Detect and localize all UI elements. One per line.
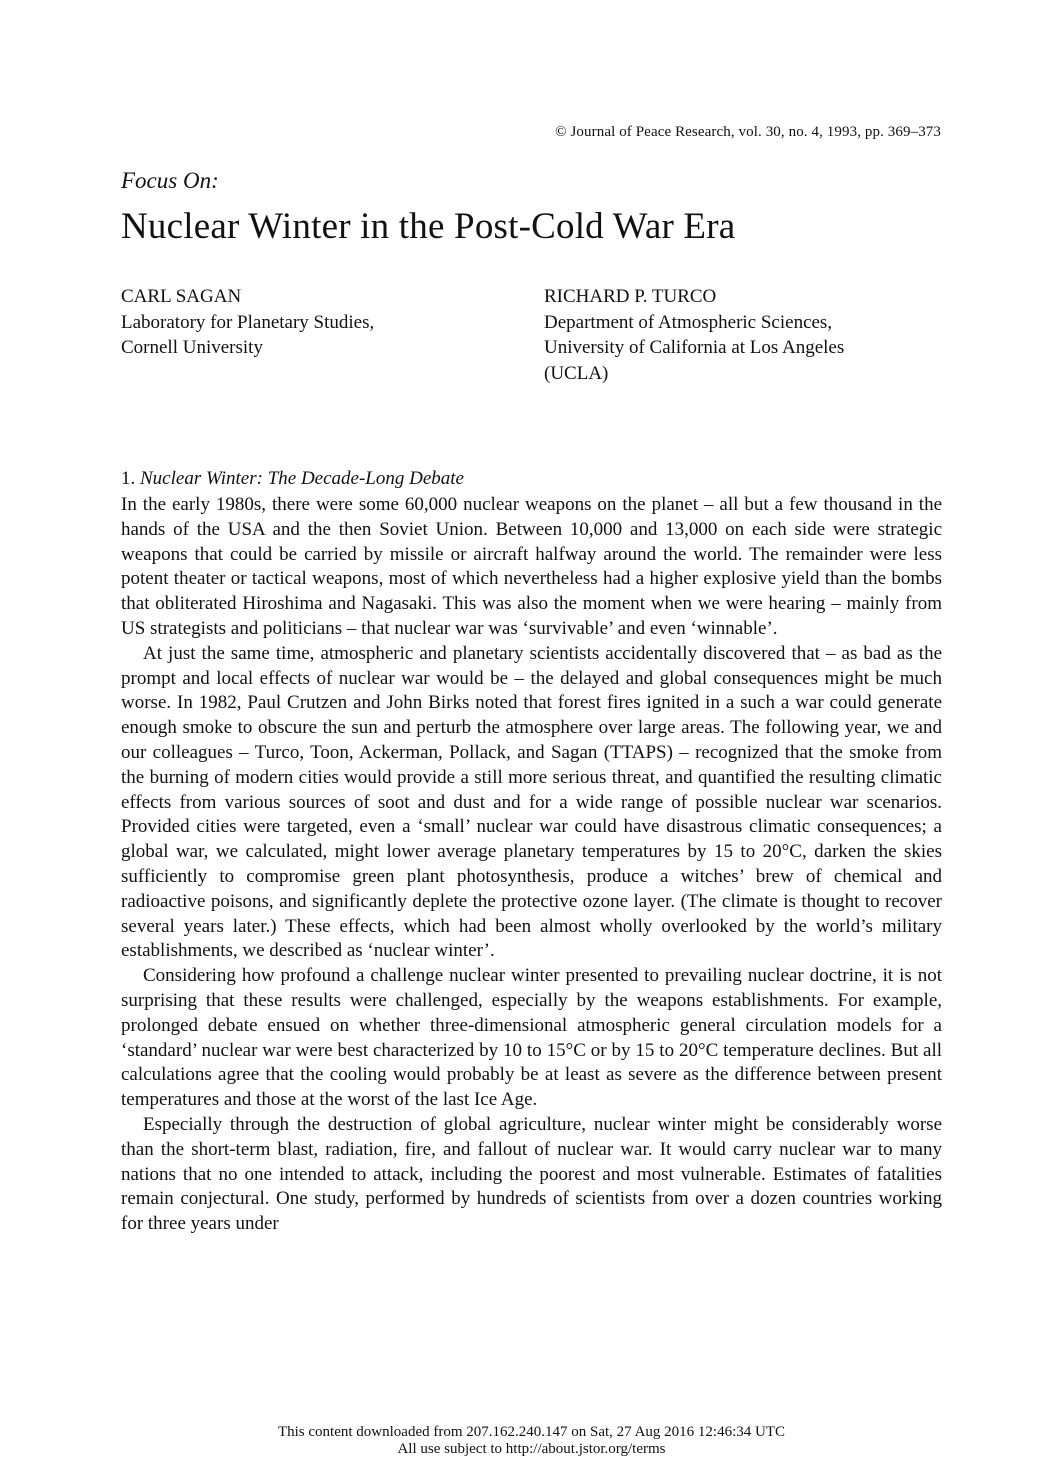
download-notice: This content downloaded from 207.162.240.147 on Sat, 27 Aug 2016 12:46:34 UTC — [277, 1424, 786, 1440]
section-kicker: Focus On: — [121, 168, 219, 193]
author-name: RICHARD P. TURCO — [544, 286, 717, 307]
body-paragraph: In the early 1980s, there were some 60,000 nuclear weapons on the planet – all but a few thousand in the hands of the USA and the then Soviet Union. Between 10,000 and 13,000 on each side were strategic weapons that could be carried by missile or aircraft halfway around the world. The remainder were less potent theater or tactical weapons, most of which nevertheless had a higher explosive yield than the bombs that obliterated Hiroshima and Nagasaki. This was also the moment when we were hearing – mainly from US strategists and politicians – that nuclear war was ‘survivable’ and even ‘winnable’. — [121, 494, 942, 639]
body-paragraph: At just the same time, atmospheric and planetary scientists accidentally discovered that – as bad as the prompt and local effects of nuclear war would be – the delayed and global consequences might be much worse. In 1982, Paul Crutzen and John Birks noted that forest fires ignited in a such a war could generate enough smoke to obscure the sun and perturb the atmosphere over large areas. The following year, we and our colleagues – Turco, Toon, Ackerman, Pollack, and Sagan (TTAPS) – recognized that the smoke from the burning of modern cities would provide a still more serious threat, and quantified the resulting climatic effects from various sources of soot and dust and for a wide range of possible nuclear war scenarios. Provided cities were targeted, even a ‘small’ nuclear war could have disastrous climatic consequences; a global war, we calculated, might lower average planetary temperatures by 15 to 20°C, darken the skies sufficiently to compromise green plant photosynthesis, produce a witches’ brew of chemical and radioactive poisons, and significantly deplete the protective ozone layer. (The climate is thought to recover several years later.) These effects, which had been almost wholly overlooked by the world’s military establishments, we described as ‘nuclear winter’. — [121, 642, 942, 962]
section-number: 1. — [121, 468, 136, 489]
author-affiliation-line: Department of Atmospheric Sciences, — [544, 311, 833, 333]
terms-notice: All use subject to http://about.jstor.org/terms — [397, 1441, 666, 1457]
author-name: CARL SAGAN — [121, 286, 242, 307]
body-paragraph: Considering how profound a challenge nuclear winter presented to prevailing nuclear doctrine, it is not surprising that these results were challenged, especially by the weapons establishments. For example, prolonged debate ensued on whether three-dimensional atmospheric general circulation models for a ‘standard’ nuclear war were best characterized by 10 to 15°C or by 15 to 20°C temperature declines. But all calculations agree that the cooling would probably be at least as severe as the difference between present temperatures and those at the worst of the last Ice Age. — [121, 965, 942, 1111]
section-heading — [121, 468, 464, 490]
author-affiliation-line: University of California at Los Angeles — [544, 337, 845, 358]
author-block-sagan — [121, 284, 374, 361]
author-affiliation-line: Laboratory for Planetary Studies, — [121, 311, 375, 333]
author-block-turco — [544, 284, 844, 386]
article-body — [121, 493, 942, 1237]
journal-citation: © Journal of Peace Research, vol. 30, no. 4, 1993, pp. 369–373 — [555, 124, 941, 140]
body-paragraph: Especially through the destruction of global agriculture, nuclear winter might be considerably worse than the short-term blast, radiation, fire, and fallout of nuclear war. It would carry nuclear war to many nations that no one intended to attack, including the poorest and most vulnerable. Estimates of fatalities remain conjectural. One study, performed by hundreds of scientists from over a dozen countries working for three years under — [121, 1113, 942, 1235]
jstor-footer — [0, 1424, 1063, 1458]
section-title: Nuclear Winter: The Decade-Long Debate — [140, 468, 464, 489]
author-affiliation-line: (UCLA) — [544, 362, 609, 384]
article-title: Nuclear Winter in the Post-Cold War Era — [121, 206, 736, 247]
author-affiliation-line: Cornell University — [121, 337, 263, 358]
